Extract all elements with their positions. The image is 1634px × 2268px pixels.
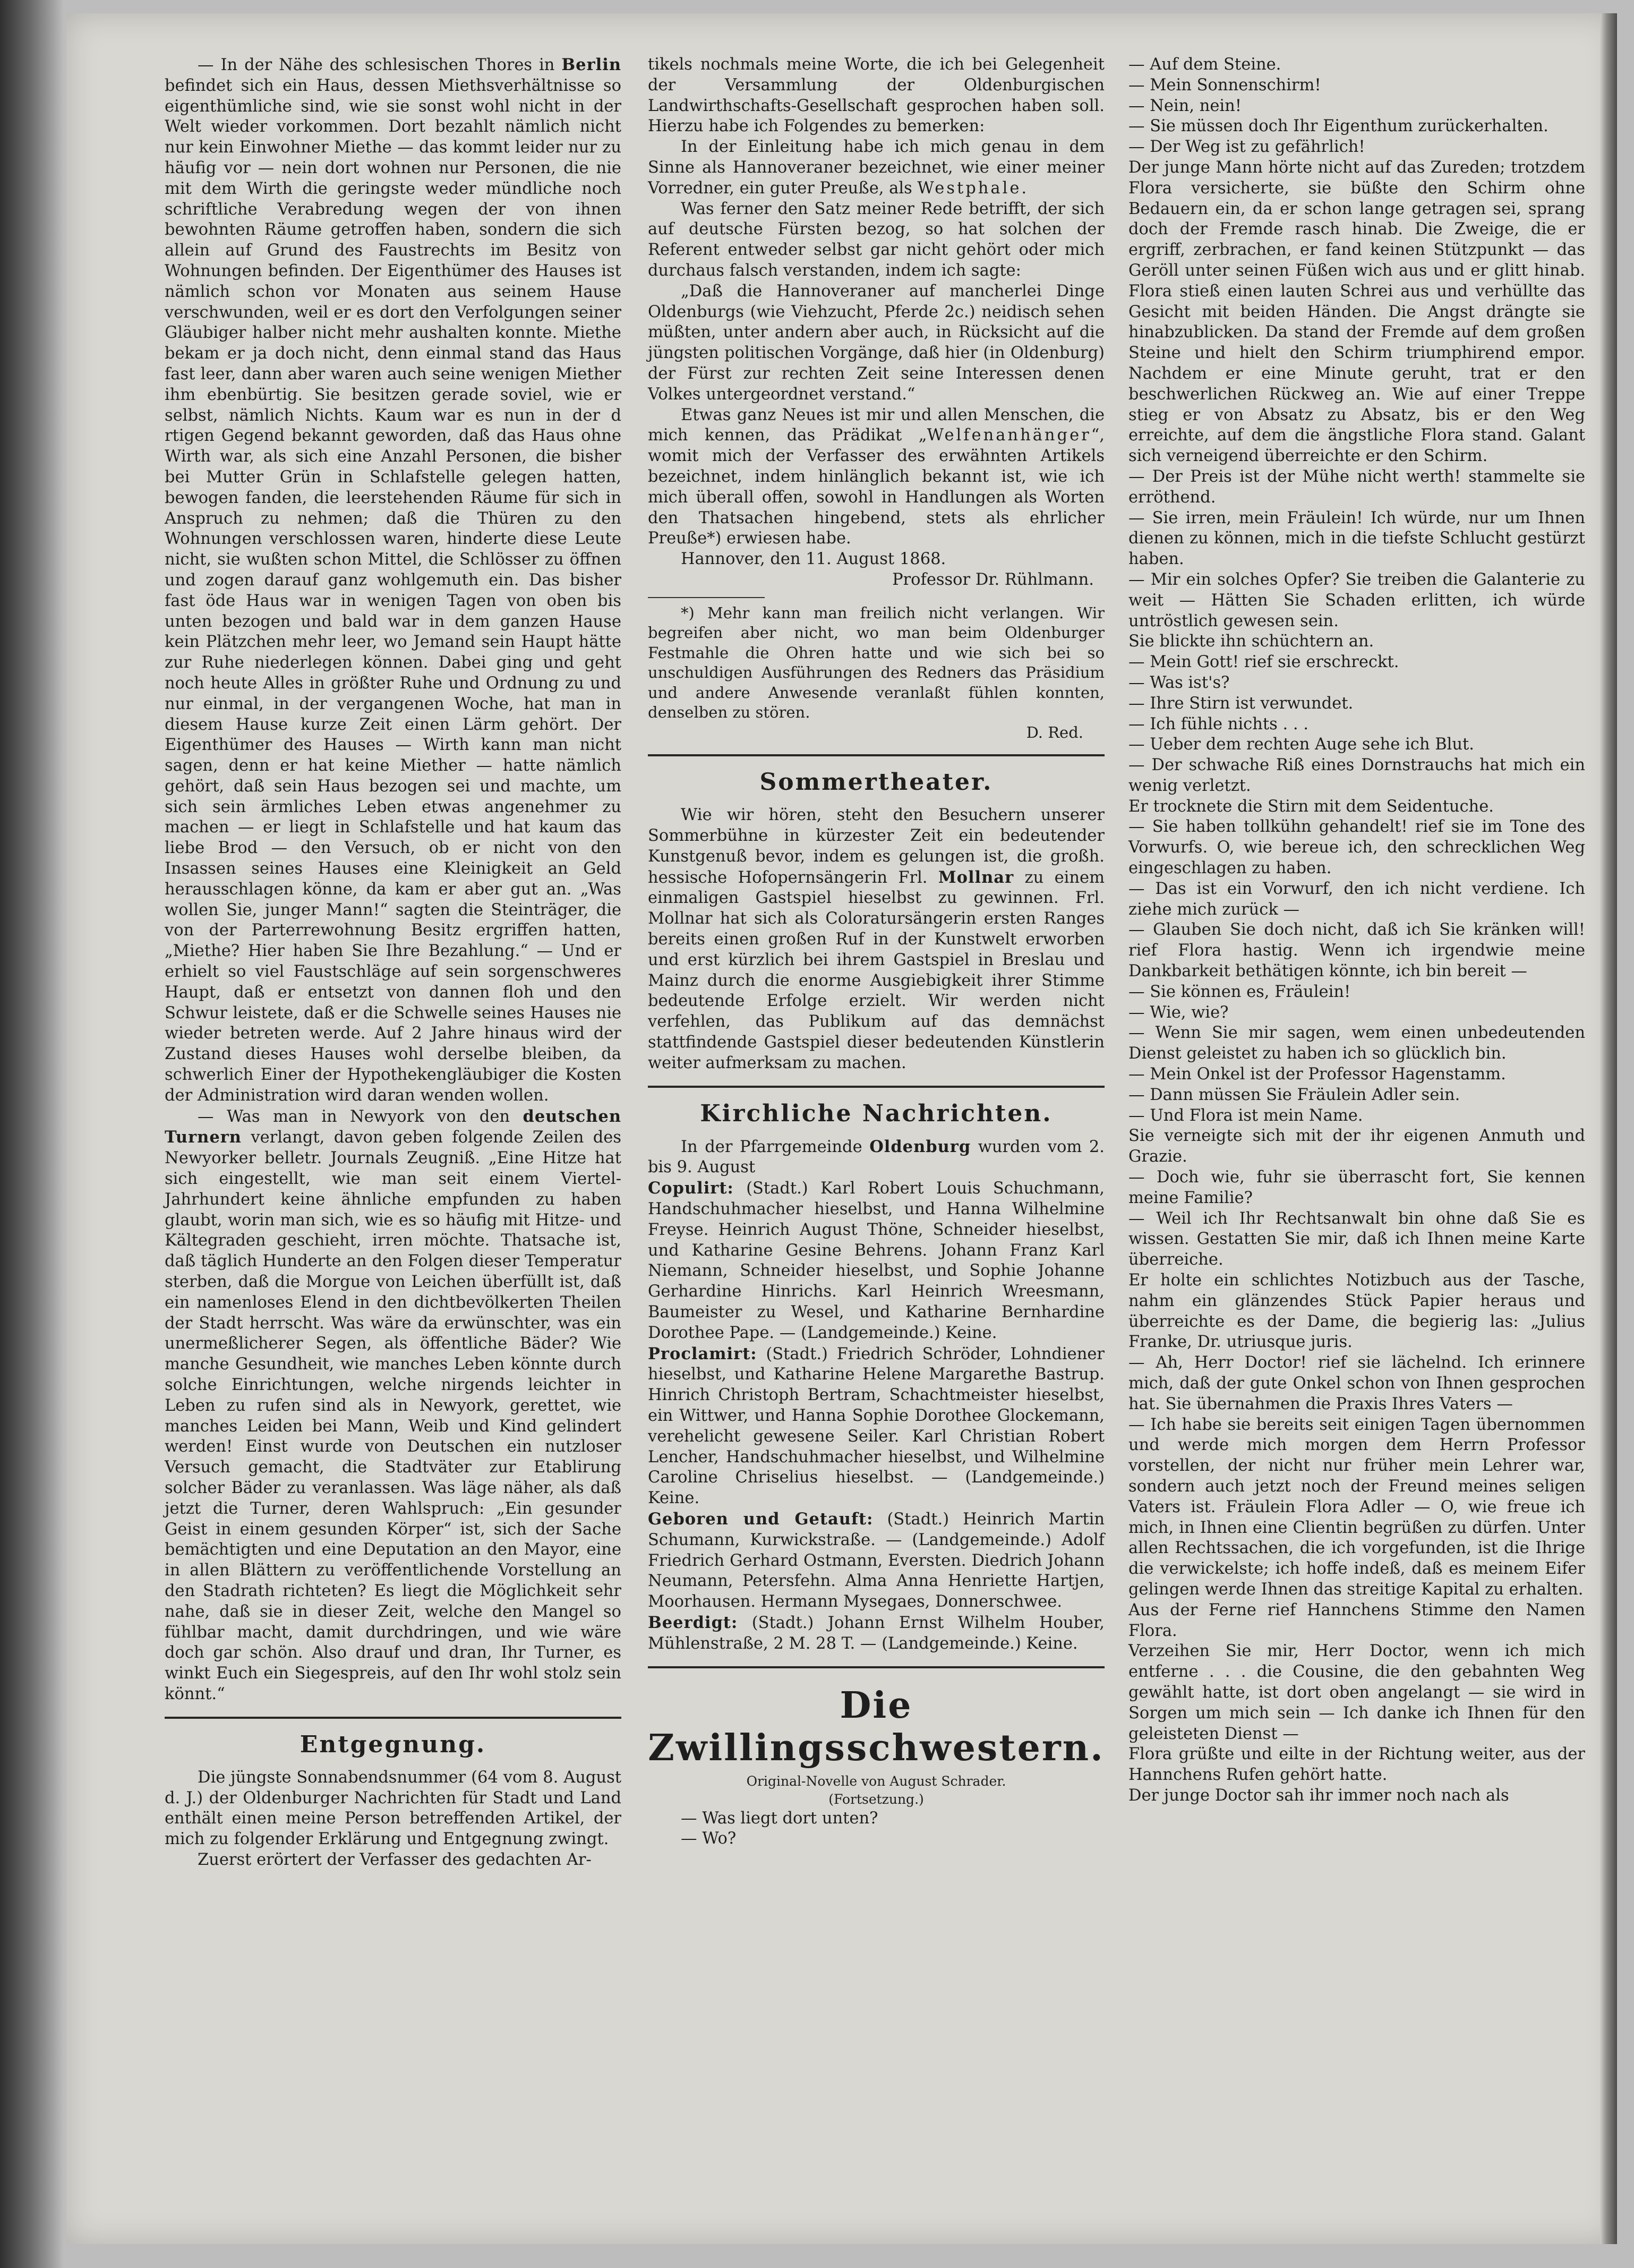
section-rule: [165, 1717, 621, 1719]
entgegnung-paragraph-3: In der Einleitung habe ich mich genau in dem Sinne als Hannoveraner bezeichnet, wie einer meiner Vorredner, ein guter Preuße, als Westphale.: [648, 138, 1105, 198]
footnote-rule: [648, 597, 765, 598]
kirchlich-copulirt: Copulirt: (Stadt.) Karl Robert Louis Schuchmann, Handschuhmacher hieselbst, und Hanna Wilhelmine Freyse. Heinrich August Thöne, Schneider hieselbst, und Katharine Gesine Behrens. Johann Franz Karl Niemann, Schneider hieselbst, und Sophie Johanne Gerhardine Hinrichs. Karl Heinrich Wreesmann, Baumeister zu Wesel, und Katharine Bernhardine Dorothee Pape. — (Landgemeinde.) Keine.: [648, 1179, 1105, 1342]
novel-line: — Wo?: [681, 1829, 737, 1848]
entgegnung-paragraph-5: Etwas ganz Neues ist mir und allen Menschen, die mich kennen, das Prädikat „Welfenanhänger“, womit mich der Verfasser des erwähnten Artikels bezeichnet, indem hinlänglich bekannt ist, wie ich mich überall offen, sowohl in Handlungen als Worten den Thatsachen hingebend, stets als ehrlicher Preuße*) erwiesen habe.: [648, 405, 1105, 548]
signature: Professor Dr. Rühlmann.: [892, 570, 1094, 589]
column-2: [648, 55, 1105, 1849]
column-1: [165, 55, 621, 1871]
entgegnung-paragraph-4: Was ferner den Satz meiner Rede betrifft, der sich auf deutsche Fürsten bezog, so hat solchen der Referent entweder selbst gar nicht gehört oder mich durchaus falsch verstanden, indem ich sagte:: [648, 199, 1105, 280]
sommertheater-paragraph: Wie wir hören, steht den Besuchern unserer Sommerbühne in kürzester Zeit ein bedeutender Kunstgenuß bevor, indem es gelungen ist, die großh. hessische Hofopernsängerin Frl. Mollnar zu einem einmaligen Gastspiel hieselbst zu gewinnen. Frl. Mollnar hat sich als Coloratursängerin ersten Ranges bereits einen großen Ruf in der Kunstwelt erworben und erst kürzlich bei ihrem Gastspiel in Breslau und Mainz durch die enorme Ausgiebigkeit ihrer Stimme bedeutende Erfolge erzielt. Wir werden nicht verfehlen, das Publikum auf das demnächst stattfindende Gastspiel dieser bedeutenden Künstlerin weiter aufmerksam zu machen.: [648, 806, 1105, 1072]
heading-entgegnung: Entgegnung.: [300, 1730, 486, 1758]
page-binding-edge: [1600, 13, 1617, 2244]
kirchlich-beerdigt: Beerdigt: (Stadt.) Johann Ernst Wilhelm Houber, Mühlenstraße, 2 M. 28 T. — (Landgemeinde.) Keine.: [648, 1613, 1105, 1653]
heading-sommertheater: Sommertheater.: [759, 769, 993, 796]
kirchlich-geboren: Geboren und Getauft: (Stadt.) Heinrich Martin Schumann, Kurwickstraße. — (Landgemeinde.) Adolf Friedrich Gerhard Ostmann, Eversten. Diedrich Johann Neumann, Petersfehn. Alma Anna Henriette Hartjen, Moorhausen. Hermann Mysegaes, Donnerschwee.: [648, 1509, 1105, 1612]
entgegnung-paragraph-1: Die jüngste Sonnabendsnummer (64 vom 8. August d. J.) der Oldenburger Nachrichten für Stadt und Land enthält einen meine Person betreffenden Artikel, der mich zu folgender Erklärung und Entgegnung zwingt.: [165, 1768, 621, 1849]
footnote: *) Mehr kann man freilich nicht verlangen. Wir begreifen aber nicht, wo man beim Oldenburger Festmahle die Ohren hatte und wie sich bei so unschuldigen Ausführungen des Redners das Präsidium und andere Anwesende veranlaßt fühlen konnten, denselben zu stören.: [648, 603, 1105, 722]
heading-novel-title: Die Zwillingsschwestern.: [648, 1684, 1105, 1769]
newspaper-page: [66, 13, 1617, 2244]
heading-kirchliche-nachrichten: Kirchliche Nachrichten.: [700, 1099, 1053, 1127]
entgegnung-quote: „Daß die Hannoveraner auf mancherlei Dinge Oldenburgs (wie Viehzucht, Pferde 2c.) neidisch sehen müßten, unter andern aber auch, in Rücksicht auf die jüngsten politischen Vorgänge, daß hier (in Oldenburg) der Fürst zur rechten Zeit seine Interessen denen Volkes untergeordnet verstand.“: [648, 282, 1105, 404]
article-berlin: — In der Nähe des schlesischen Thores in Berlin befindet sich ein Haus, dessen Miethsverhältnisse so eigenthümliche sind, wie sie sonst wohl nicht in der Welt wieder vorkommen. Dort bezahlt nämlich nicht nur kein Einwohner Miethe — das kommt leider nur zu häufig vor — nein dort wohnen nur Personen, die nie mit dem Wirth die geringste weder mündliche noch schriftliche Verabredung wegen der von ihnen bewohnten Räume getroffen haben, sondern die sich allein auf Grund des Faustrechts im Besitz von Wohnungen befinden. Der Eigenthümer des Hauses ist nämlich schon vor Monaten aus seinem Hause verschwunden, weil er es dort den Verfolgungen seiner Gläubiger halber nicht mehr aushalten konnte. Miethe bekam er ja doch nicht, denn einmal stand das Haus fast leer, dann aber waren auch seine wenigen Miether ihm ebenbürtig. Sie besitzen gerade soviel, wie er selbst, nämlich Nichts. Kaum war es nun in der d rtigen Gegend bekannt geworden, daß das Haus ohne Wirth war, als sich eine Anzahl Personen, die bisher bei Mutter Grün in Schlafstelle gelegen hatten, bewogen fanden, die leerstehenden Räume für sich in Anspruch zu nehmen; daß die Thüren zu den Wohnungen verschlossen waren, hinderte diese Leute nicht, sie wußten schon Mittel, die Schlösser zu öffnen und zogen darauf ganz wohlgemuth ein. Das bisher fast öde Haus war in wenigen Tagen von oben bis unten bezogen und bald war in dem ganzen Hause kein Plätzchen mehr leer, wo Jemand sein Haupt hätte zur Ruhe niederlegen können. Dabei ging und geht noch heute Alles in größter Ruhe und Ordnung zu und nur einmal, in der vergangenen Woche, hat man in diesem Hause kurze Zeit einen Lärm gehört. Der Eigenthümer des Hauses — Wirth kann man nicht sagen, denn er hat keine Miether — hatte nämlich gehört, daß sein Haus bezogen sei und machte, um sich sein ärmliches Leben etwas angenehmer zu machen — er liegt in Schlafstelle und hat kaum das liebe Brod — den Versuch, ob er nicht von den Insassen seines Hauses eine Kleinigkeit an Geld herausschlagen könne, da kam er aber gut an. „Was wollen Sie, junger Mann!“ sagten die Steinträger, die von der Parterrewohnung Besitz ergriffen hatten, „Miethe? Hier haben Sie Ihre Bezahlung.“ — Und er erhielt so viel Faustschläge auf sein sorgenschweres Haupt, daß er entsetzt von dannen floh und den Schwur leistete, daß er die Schwelle seines Hauses nie wieder betreten werde. Auf 2 Jahre hinaus wird der Zustand dieses Hauses wohl derselbe bleiben, da schwerlich Einer der Hypothekengläubiger die Kosten der Administration wird daran wenden wollen.: [165, 55, 621, 1105]
kirchlich-proclamirt: Proclamirt: (Stadt.) Friedrich Schröder, Lohndiener hieselbst, und Katharine Helene Margarethe Bastrup. Hinrich Christoph Bertram, Schachtmeister hieselbst, ein Wittwer, und Hanna Sophie Dorothee Glockemann, verehelicht gewesene Seiler. Karl Christian Robert Lencher, Handschuhmacher hieselbst, und Wilhelmine Caroline Chriselius hieselbst. — (Landgemeinde.) Keine.: [648, 1344, 1105, 1508]
novel-byline: Original-Novelle von August Schrader.: [746, 1773, 1006, 1789]
entgegnung-paragraph-2: Zuerst erörtert der Verfasser des gedachten Ar-: [198, 1850, 592, 1869]
entgegnung-continued: tikels nochmals meine Worte, die ich bei Gelegenheit der Versammlung der Oldenburgischen Landwirthschafts-Gesellschaft gesprochen haben soll. Hierzu habe ich Folgendes zu bemerken:: [648, 55, 1105, 136]
dateline: Hannover, den 11. August 1868.: [681, 550, 946, 569]
footnote-signature: D. Red.: [1026, 723, 1083, 741]
column-3: [1128, 55, 1585, 1806]
novel-line: — Was liegt dort unten?: [681, 1809, 878, 1828]
novel-text: — Auf dem Steine. — Mein Sonnenschirm! — Nein, nein! — Sie müssen doch Ihr Eigenthum zurückerhalten. — Der Weg ist zu gefährlich! Der junge Mann hörte nicht auf das Zureden; trotzdem Flora versicherte, sie büßte den Schirm ohne Bedauern ein, da er schon lange getragen sei, sprang doch der Fremde rasch hinab. Die Zweige, die er ergriff, zerbrachen, er fand keinen Stützpunkt — das Geröll unter seinen Füßen wich aus und er glitt hinab. Flora stieß einen lauten Schrei aus und verhüllte das Gesicht mit beiden Händen. Die Angst drängte sie hinabzublicken. Da stand der Fremde auf dem großen Steine und hielt den Schirm triumphirend empor. Nachdem er eine Minute geruht, trat er den beschwerlichen Rückweg an. Wie auf einer Treppe stieg er von Absatz zu Absatz, bis er den Weg erreichte, auf dem die ängstliche Flora stand. Galant sich verneigend überreichte er den Schirm. — Der Preis ist der Mühe nicht werth! stammelte sie erröthend. — Sie irren, mein Fräulein! Ich würde, nur um Ihnen dienen zu können, mich in die tiefste Schlucht gestürzt haben. — Mir ein solches Opfer? Sie treiben die Galanterie zu weit — Hätten Sie Schaden erlitten, ich würde untröstlich gewesen sein. Sie blickte ihn schüchtern an. — Mein Gott! rief sie erschreckt. — Was ist's? — Ihre Stirn ist verwundet. — Ich fühle nichts . . . — Ueber dem rechten Auge sehe ich Blut. — Der schwache Riß eines Dornstrauchs hat mich ein wenig verletzt. Er trocknete die Stirn mit dem Seidentuche. — Sie haben tollkühn gehandelt! rief sie im Tone des Vorwurfs. O, wie bereue ich, den schrecklichen Weg eingeschlagen zu haben. — Das ist ein Vorwurf, den ich nicht verdiene. Ich ziehe mich zurück — — Glauben Sie doch nicht, daß ich Sie kränken will! rief Flora hastig. Wenn ich irgendwie meine Dankbarkeit bethätigen könnte, ich bin bereit — — Sie können es, Fräulein! — Wie, wie? — Wenn Sie mir sagen, wem einen unbedeutenden Dienst geleistet zu haben ich so glücklich bin. — Mein Onkel ist der Professor Hagenstamm. — Dann müssen Sie Fräulein Adler sein. — Und Flora ist mein Name. Sie verneigte sich mit der ihr eigenen Anmuth und Grazie. — Doch wie, fuhr sie überrascht fort, Sie kennen meine Familie? — Weil ich Ihr Rechtsanwalt bin ohne daß Sie es wissen. Gestatten Sie mir, daß ich Ihnen meine Karte überreiche. Er holte ein schlichtes Notizbuch aus der Tasche, nahm ein glänzendes Stück Papier heraus und überreichte es der Dame, die begierig las: „Julius Franke, Dr. utriusque juris. — Ah, Herr Doctor! rief sie lächelnd. Ich erinnere mich, daß der gute Onkel schon von Ihnen gesprochen hat. Sie übernahmen die Praxis Ihres Vaters — — Ich habe sie bereits seit einigen Tagen übernommen und werde mich morgen dem Herrn Professor vorstellen, der nicht nur früher mein Lehrer war, sondern auch jetzt noch der Freund meines seligen Vaters ist. Fräulein Flora Adler — O, wie freue ich mich, in Ihnen eine Clientin begrüßen zu dürfen. Unter allen Rechtssachen, die ich vorgefunden, ist die Ihrige die verwickelste; ich hoffe indeß, daß es meinem Eifer gelingen werde Ihnen das streitige Kapital zu erhalten. Aus der Ferne rief Hannchens Stimme den Namen Flora. Verzeihen Sie mir, Herr Doctor, wenn ich mich entferne . . . die Cousine, die den gebahnten Weg gewählt hatte, ist dort oben angelangt — sie wird in Sorgen um mich sein — Ich danke ich Ihnen für den geleisteten Dienst — Flora grüßte und eilte in der Richtung weiter, aus der Hannchens Rufen gehört hatte. Der junge Doctor sah ihr immer noch nach als: [1128, 55, 1585, 1805]
section-rule: [648, 1086, 1105, 1088]
section-rule: [648, 1666, 1105, 1668]
novel-continuation: (Fortsetzung.): [828, 1791, 924, 1807]
section-rule: [648, 754, 1105, 756]
article-newyork-turner: — Was man in Newyork von den deutschen Turnern verlangt, davon geben folgende Zeilen des Newyorker belletr. Journals Zeugniß. „Eine Hitze hat sich eingestellt, wie man seit einem Viertel-Jahrhundert keine ähnliche empfunden zu haben glaubt, worin man sich, wie es so häufig mit Hitze- und Kältegraden geschieht, irren möchte. Thatsache ist, daß täglich Hunderte an den Folgen dieser Temperatur sterben, daß die Morgue von Leichen überfüllt ist, daß ein namenloses Elend in den dichtbevölkerten Theilen der Stadt herrscht. Was wäre da erwünschter, was ein unermeßlicherer Segen, als öffentliche Bäder? Wie manche Gesundheit, wie manches Leben könnte durch solche Einrichtungen, welche nirgends leichter in Leben zu rufen sind als in Newyork, gerettet, wie manches Leiden bei Mann, Weib und Kind gelindert werden! Einst wurde von Deutschen ein nutzloser Versuch gemacht, die Stadtväter zur Etablirung solcher Bäder zu veranlassen. Was läge näher, als daß jetzt die Turner, deren Wahlspruch: „Ein gesunder Geist in einem gesunden Körper“ ist, sich der Sache bemächtigten und eine Deputation an den Mayor, eine in allen Blättern zu veröffentlichende Vorstellung an den Stadrath richteten? Es liegt die Möglichkeit sehr nahe, daß sie in dieser Zeit, welche den Mangel so fühlbar macht, damit durchdringen, und wie wäre doch gar schön. Also drauf und dran, Ihr Turner, es winkt Euch ein Siegespreis, auf den Ihr wohl stolz sein könnt.“: [165, 1106, 621, 1703]
kirchlich-intro: In der Pfarrgemeinde Oldenburg wurden vom 2. bis 9. August: [648, 1137, 1105, 1177]
